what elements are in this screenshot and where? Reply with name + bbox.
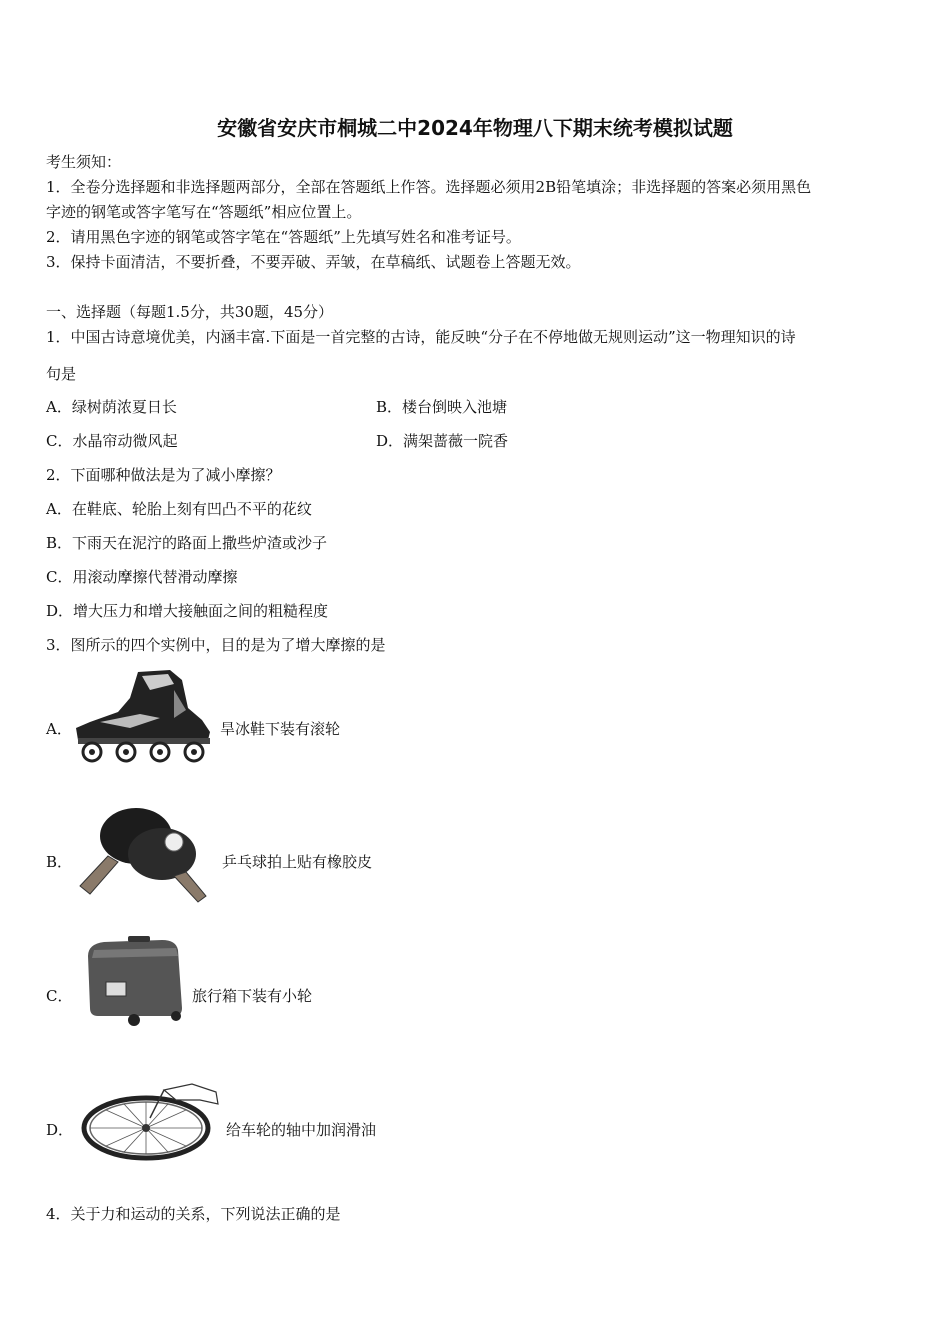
ping-pong-paddle-image [74, 802, 214, 906]
q2-stem: 2．下面哪种做法是为了减小摩擦？ [46, 466, 281, 484]
notice-item-3: 3．保持卡面清洁，不要折叠，不要弄破、弄皱，在草稿纸、试题卷上答题无效。 [46, 253, 581, 271]
q2-option-d: D．增大压力和增大接触面之间的粗糙程度 [46, 602, 329, 620]
q4-stem: 4．关于力和运动的关系，下列说法正确的是 [46, 1205, 341, 1223]
q2-option-b: B．下雨天在泥泞的路面上撒些炉渣或沙子 [46, 534, 328, 552]
q3-stem: 3．图所示的四个实例中，目的是为了增大摩擦的是 [46, 636, 386, 654]
q1-option-c: C．水晶帘动微风起 [46, 432, 178, 450]
notice-heading: 考生须知： [46, 153, 122, 171]
q3-option-a-text: 旱冰鞋下装有滚轮 [220, 720, 341, 738]
page-title: 安徽省安庆市桐城二中2024年物理八下期末统考模拟试题 [217, 116, 733, 140]
section-heading: 一、选择题（每题1.5分，共30题，45分） [46, 303, 334, 321]
suitcase-image [84, 936, 188, 1028]
q1-option-b: B．楼台倒映入池塘 [376, 398, 508, 416]
q1-stem-line1: 1．中国古诗意境优美，内涵丰富.下面是一首完整的古诗，能反映“分子在不停地做无规则运动”这一物理知识的诗 [46, 328, 796, 346]
q3-option-d-label: D． [46, 1121, 74, 1139]
q1-stem-line2: 句是 [46, 365, 77, 383]
q3-option-b-label: B． [46, 853, 73, 871]
notice-item-2: 2．请用黑色字迹的钢笔或答字笔在“答题纸”上先填写姓名和准考证号。 [46, 228, 521, 246]
q1-option-d: D．满架蔷薇一院香 [376, 432, 509, 450]
q3-option-a-label: A． [46, 720, 72, 738]
roller-skate-image [70, 668, 216, 764]
notice-item-1-line2: 字迹的钢笔或答字笔写在“答题纸”相应位置上。 [46, 203, 362, 221]
q3-option-c-text: 旅行箱下装有小轮 [192, 987, 313, 1005]
q1-option-a: A．绿树荫浓夏日长 [46, 398, 177, 416]
q3-option-b-text: 乒乓球拍上贴有橡胶皮 [222, 853, 373, 871]
bicycle-wheel-image [80, 1078, 224, 1164]
q2-option-c: C．用滚动摩擦代替滑动摩擦 [46, 568, 238, 586]
q3-option-c-label: C． [46, 987, 73, 1005]
q3-option-d-text: 给车轮的轴中加润滑油 [226, 1121, 377, 1139]
notice-item-1-line1: 1．全卷分选择题和非选择题两部分，全部在答题纸上作答。选择题必须用2B铅笔填涂；非选择题的答案必须用黑色 [46, 178, 812, 196]
q2-option-a: A．在鞋底、轮胎上刻有凹凸不平的花纹 [46, 500, 312, 518]
